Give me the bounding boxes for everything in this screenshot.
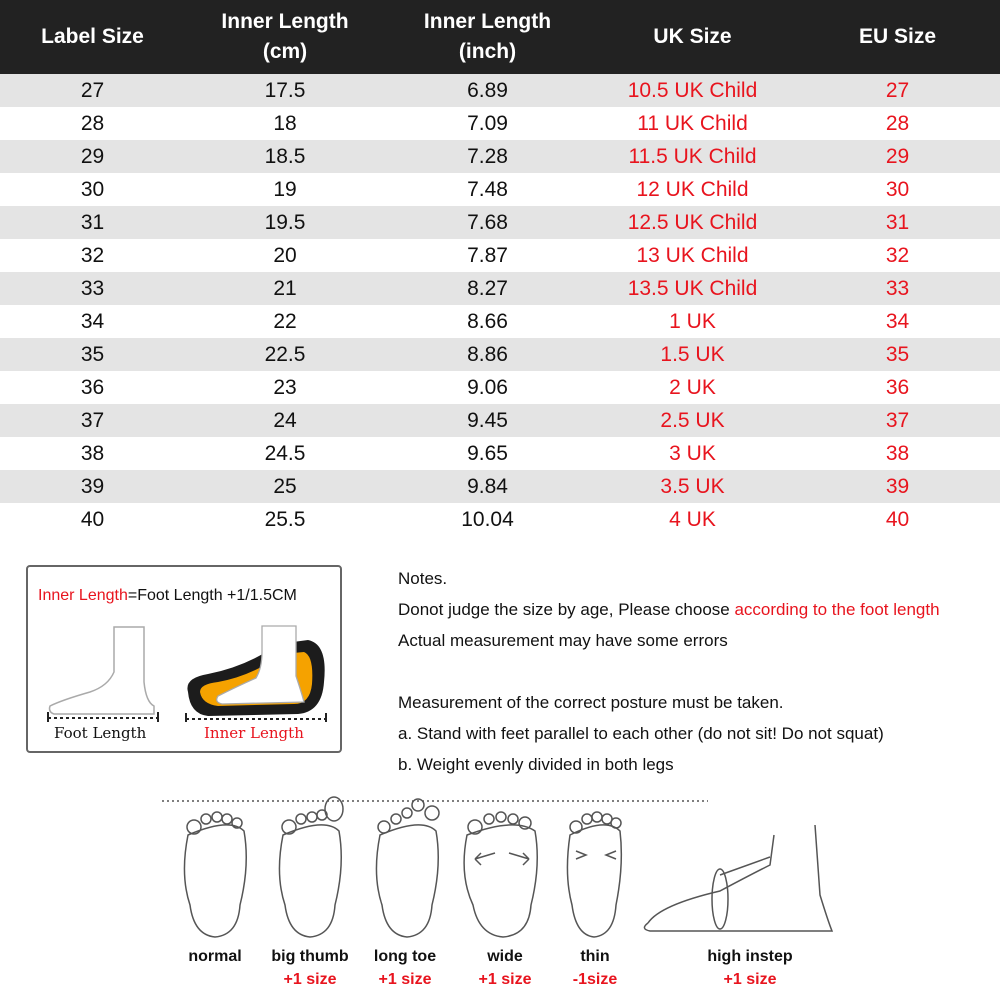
uk-size-cell: 2 UK (590, 371, 795, 404)
formula-inner-length: Inner Length (38, 587, 128, 604)
foot-type-label: thin (580, 948, 610, 965)
inner-length-formula (38, 587, 297, 605)
inner-length-caption: Inner Length (204, 724, 304, 742)
header-inner-length-inch: Inner Length (inch) (385, 0, 590, 74)
label-size-cell: 28 (0, 107, 185, 140)
notes-line-1-text: Donot judge the size by age, Please choose (398, 600, 735, 619)
inner-inch-cell: 8.27 (385, 272, 590, 305)
eu-size-cell: 39 (795, 470, 1000, 503)
foot-type-label: long toe (373, 948, 437, 965)
inner-cm-cell: 20 (185, 239, 385, 272)
table-row (0, 74, 1000, 107)
eu-size-cell: 35 (795, 338, 1000, 371)
big-thumb-foot-icon (279, 797, 343, 937)
uk-size-cell: 2.5 UK (590, 404, 795, 437)
foot-type-label: wide (487, 948, 523, 965)
label-size-cell: 36 (0, 371, 185, 404)
foot-size-adjustment: +1 size (378, 971, 432, 988)
notes-line-4: a. Stand with feet parallel to each other (do not sit! Do not squat) (398, 724, 884, 743)
inner-cm-cell: 17.5 (185, 74, 385, 107)
inner-cm-cell: 22.5 (185, 338, 385, 371)
inner-cm-cell: 18 (185, 107, 385, 140)
long-toe-foot-icon (376, 799, 439, 937)
inner-inch-cell: 7.28 (385, 140, 590, 173)
header-inner-length-cm: Inner Length (cm) (185, 0, 385, 74)
label-size-cell: 29 (0, 140, 185, 173)
foot-length-caption: Foot Length (54, 724, 147, 742)
label-size-cell: 32 (0, 239, 185, 272)
table-row (0, 173, 1000, 206)
notes-line-1-highlight: according to the foot length (734, 600, 940, 619)
notes-title: Notes. (398, 569, 448, 588)
inner-inch-cell: 9.45 (385, 404, 590, 437)
eu-size-cell: 29 (795, 140, 1000, 173)
eu-size-cell: 36 (795, 371, 1000, 404)
uk-size-cell: 11 UK Child (590, 107, 795, 140)
table-row (0, 239, 1000, 272)
table-row (0, 470, 1000, 503)
wide-foot-icon (464, 812, 537, 937)
inner-inch-cell: 8.66 (385, 305, 590, 338)
table-row (0, 140, 1000, 173)
uk-size-cell: 1.5 UK (590, 338, 795, 371)
normal-foot-icon (184, 812, 246, 937)
foot-in-shoe-icon (178, 622, 334, 722)
inner-length-diagram (26, 565, 342, 753)
inner-inch-cell: 9.06 (385, 371, 590, 404)
eu-size-cell: 33 (795, 272, 1000, 305)
high-instep-foot-icon (644, 825, 832, 931)
inner-inch-cell: 7.87 (385, 239, 590, 272)
uk-size-cell: 12.5 UK Child (590, 206, 795, 239)
label-size-cell: 34 (0, 305, 185, 338)
inner-cm-cell: 21 (185, 272, 385, 305)
eu-size-cell: 30 (795, 173, 1000, 206)
uk-size-cell: 13.5 UK Child (590, 272, 795, 305)
table-row (0, 437, 1000, 470)
uk-size-cell: 3.5 UK (590, 470, 795, 503)
label-size-cell: 31 (0, 206, 185, 239)
inner-inch-cell: 7.68 (385, 206, 590, 239)
inner-cm-cell: 23 (185, 371, 385, 404)
inner-cm-cell: 19.5 (185, 206, 385, 239)
uk-size-cell: 13 UK Child (590, 239, 795, 272)
foot-type-label: high instep (707, 948, 793, 965)
header-eu-size: EU Size (795, 0, 1000, 74)
header-uk-size: UK Size (590, 0, 795, 74)
table-row (0, 503, 1000, 536)
inner-cm-cell: 24 (185, 404, 385, 437)
eu-size-cell: 32 (795, 239, 1000, 272)
foot-side-icon (42, 622, 172, 722)
notes-line-1 (398, 594, 940, 625)
header-label-size: Label Size (0, 0, 185, 74)
inner-cm-cell: 18.5 (185, 140, 385, 173)
inner-inch-cell: 10.04 (385, 503, 590, 536)
table-row (0, 272, 1000, 305)
table-row (0, 107, 1000, 140)
inner-cm-cell: 24.5 (185, 437, 385, 470)
table-row (0, 404, 1000, 437)
eu-size-cell: 37 (795, 404, 1000, 437)
inner-cm-cell: 25 (185, 470, 385, 503)
thin-foot-icon (567, 812, 621, 937)
eu-size-cell: 40 (795, 503, 1000, 536)
foot-types-section (160, 795, 850, 1000)
inner-cm-cell: 25.5 (185, 503, 385, 536)
label-size-cell: 40 (0, 503, 185, 536)
notes-section (398, 563, 940, 780)
label-size-cell: 38 (0, 437, 185, 470)
uk-size-cell: 4 UK (590, 503, 795, 536)
notes-line-3: Measurement of the correct posture must be taken. (398, 693, 784, 712)
label-size-cell: 35 (0, 338, 185, 371)
inner-inch-cell: 9.65 (385, 437, 590, 470)
label-size-cell: 37 (0, 404, 185, 437)
foot-size-adjustment: +1 size (283, 971, 337, 988)
eu-size-cell: 38 (795, 437, 1000, 470)
eu-size-cell: 28 (795, 107, 1000, 140)
formula-rest: =Foot Length +1/1.5CM (127, 587, 297, 604)
eu-size-cell: 34 (795, 305, 1000, 338)
foot-type-label: normal (188, 948, 242, 965)
uk-size-cell: 1 UK (590, 305, 795, 338)
label-size-cell: 39 (0, 470, 185, 503)
notes-line-5: b. Weight evenly divided in both legs (398, 755, 674, 774)
inner-inch-cell: 7.48 (385, 173, 590, 206)
eu-size-cell: 31 (795, 206, 1000, 239)
uk-size-cell: 3 UK (590, 437, 795, 470)
eu-size-cell: 27 (795, 74, 1000, 107)
foot-size-adjustment: -1size (572, 971, 618, 988)
inner-inch-cell: 9.84 (385, 470, 590, 503)
foot-type-label: big thumb (271, 948, 349, 965)
inner-inch-cell: 7.09 (385, 107, 590, 140)
inner-inch-cell: 6.89 (385, 74, 590, 107)
foot-types-illustration (160, 795, 850, 950)
table-row (0, 206, 1000, 239)
label-size-cell: 27 (0, 74, 185, 107)
table-header-row (0, 0, 1000, 74)
notes-line-2: Actual measurement may have some errors (398, 631, 728, 650)
uk-size-cell: 12 UK Child (590, 173, 795, 206)
table-row (0, 338, 1000, 371)
label-size-cell: 30 (0, 173, 185, 206)
table-row (0, 371, 1000, 404)
foot-size-adjustment: +1 size (723, 971, 777, 988)
uk-size-cell: 11.5 UK Child (590, 140, 795, 173)
inner-inch-cell: 8.86 (385, 338, 590, 371)
inner-cm-cell: 19 (185, 173, 385, 206)
inner-cm-cell: 22 (185, 305, 385, 338)
uk-size-cell: 10.5 UK Child (590, 74, 795, 107)
table-row (0, 305, 1000, 338)
foot-size-adjustment: +1 size (478, 971, 532, 988)
label-size-cell: 33 (0, 272, 185, 305)
